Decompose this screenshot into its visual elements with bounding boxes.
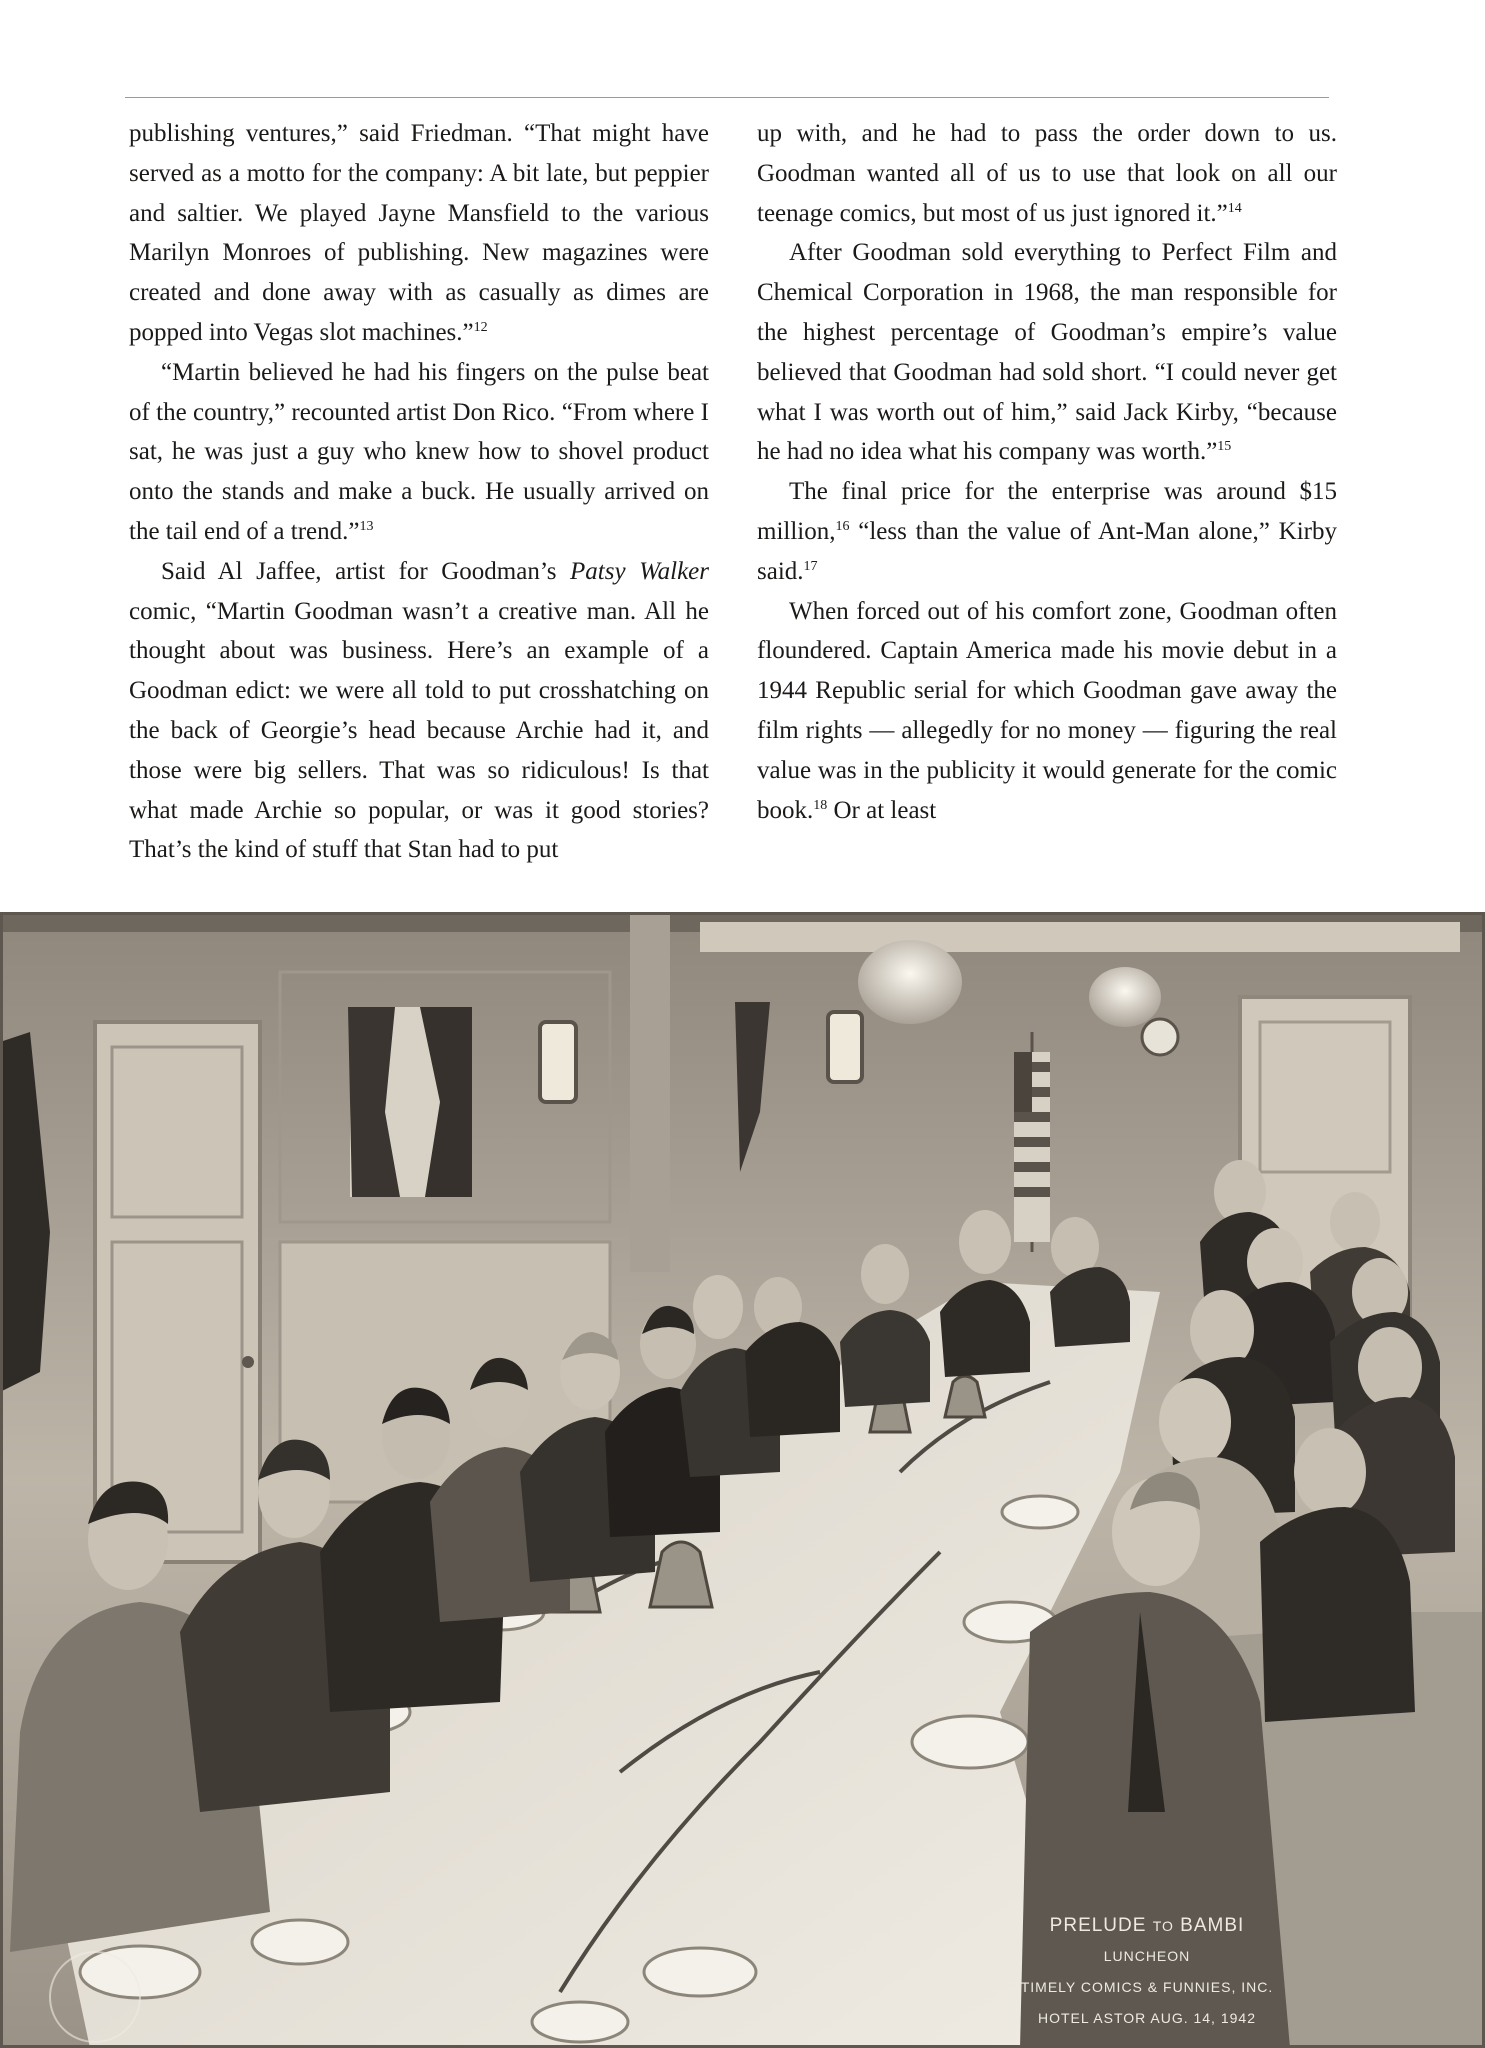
paragraph: “Martin believed he had his fingers on the pulse beat of the country,” recounted artist Don Rico. “From where I sat, he was just a guy who knew how to shovel product onto the stands and make a buck. He usually arrived on the tail end of a trend.”$^{13}$ [129, 358, 709, 545]
caption-title: PRELUDE TO BAMBI [1049, 1915, 1245, 1936]
caption-line: HOTEL ASTOR AUG. 14, 1942 [1038, 2010, 1256, 2026]
left-text-column [129, 114, 709, 870]
left-door [95, 1022, 260, 1562]
footnote-ref: 16 [835, 518, 850, 534]
italic-title: Patsy Walker [570, 557, 709, 585]
caption-line: TIMELY COMICS & FUNNIES, INC. [1020, 1979, 1274, 1995]
footnote-ref: 12 [473, 319, 488, 335]
photo-illustration [0, 912, 1485, 2048]
right-text-column [757, 114, 1337, 830]
footnote-ref: 17 [803, 558, 818, 574]
caption-line: LUNCHEON [1103, 1948, 1191, 1964]
flag [1014, 1032, 1050, 1252]
paragraph: After Goodman sold everything to Perfect Film and Chemical Corporation in 1968, the man responsible for the highest percentage of Goodman’s empire’s value believed that Goodman had sold short. “I could never get what I was worth out of him,” said Jack Kirby, “because he had no idea what his company was worth.”$^{15}$ [757, 239, 1337, 466]
paragraph: up with, and he had to pass the order down to us. Goodman wanted all of us to use that look on all our teenage comics, but most of us just ignored it.”$^{14}$ [757, 120, 1337, 227]
footnote-ref: 14 [1227, 200, 1242, 216]
footnote-ref: 18 [813, 797, 828, 813]
footnote-ref: 15 [1217, 439, 1232, 455]
photo-caption [997, 1911, 1297, 2034]
luncheon-photo [0, 912, 1485, 2048]
footnote-ref: 13 [359, 518, 374, 534]
paragraph: Said Al Jaffee, artist for Goodman’s Patsy Walker comic, “Martin Goodman wasn’t a creative man. All he thought about was business. Here’s an example of a Goodman edict: we were all told to put crosshatching on the back of Georgie’s head because Archie had it, and those were big sellers. That was so ridiculous! Is that what made Archie so popular, or was it good stories? That’s the kind of stuff that Stan had to put [129, 557, 709, 864]
paragraph: When forced out of his comfort zone, Goodman often floundered. Captain America made his movie debut in a 1944 Republic serial for which Goodman gave away the film rights — allegedly for no money — figuring the real value was in the publicity it would generate for the comic book.$^{18}$ Or at least [757, 597, 1337, 824]
paragraph: publishing ventures,” said Friedman. “That might have served as a motto for the company: A bit late, but peppier and saltier. We played Jayne Mansfield to the various Marilyn Monroes of publishing. New magazines were created and done away with as casually as dimes are popped into Vegas slot machines.”$^{12}$ [129, 120, 709, 346]
paragraph: The final price for the enterprise was around $15 million,$^{16}$ “less than the value of Ant-Man alone,” Kirby said.$^{17}$ [757, 478, 1337, 585]
header-rule [125, 97, 1329, 98]
